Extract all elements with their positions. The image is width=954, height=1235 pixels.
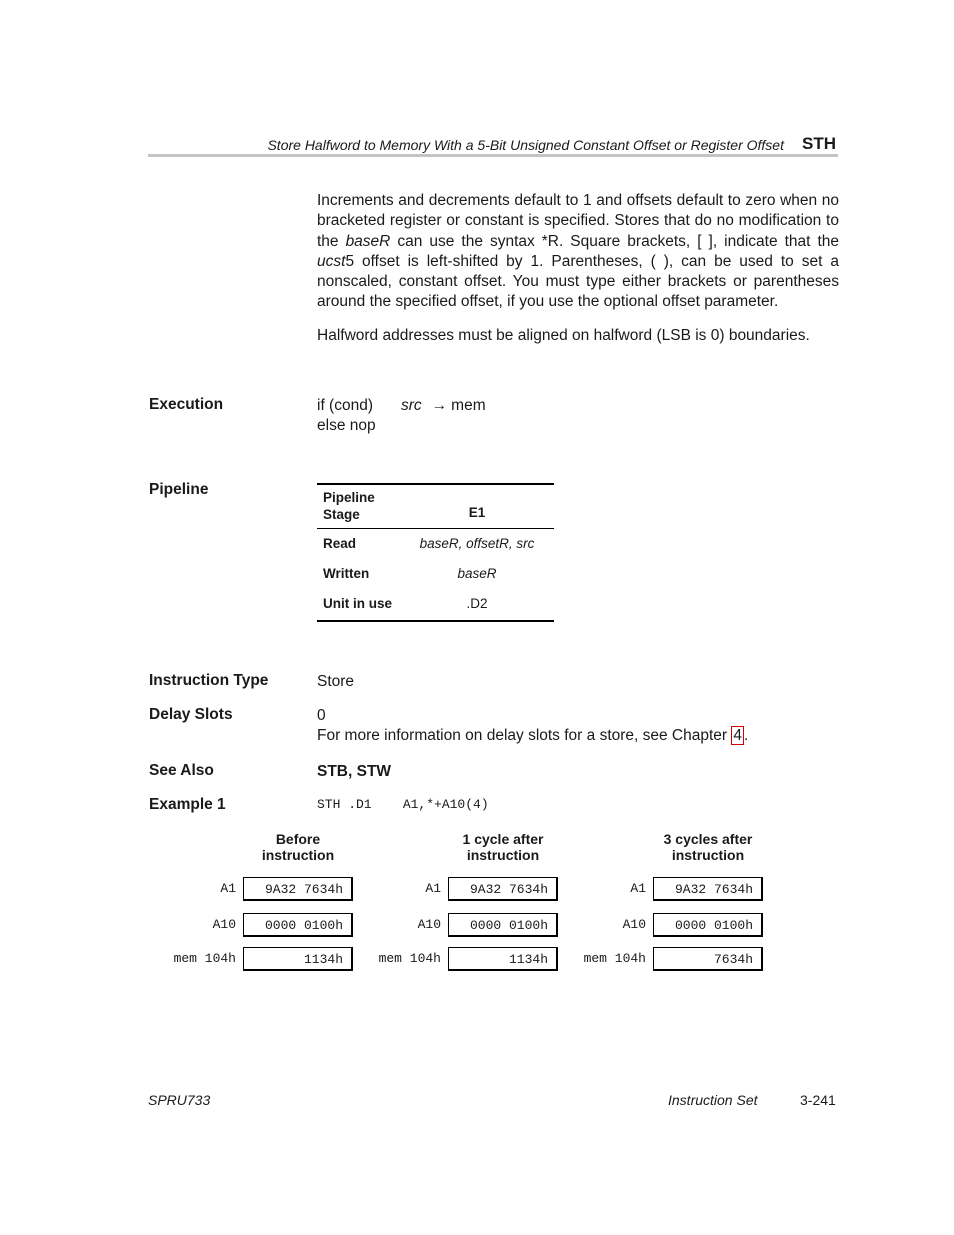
- register-label: A1: [425, 881, 441, 896]
- column-header-3-cycles: 3 cycles after instruction: [663, 831, 753, 863]
- chapter-link[interactable]: 4: [733, 727, 743, 744]
- pipeline-row-unit: [317, 591, 554, 620]
- pipeline-label: Pipeline: [149, 481, 209, 498]
- see-also-value: STB, STW: [317, 763, 392, 780]
- register-value-box: 1134h: [243, 947, 353, 971]
- instruction-mnemonic: STH: [802, 134, 836, 153]
- pipeline-table: [317, 483, 554, 622]
- example-label: Example 1: [149, 796, 226, 813]
- example-code: STH .D1 A1,*+A10(4): [317, 797, 489, 812]
- register-label: mem 104h: [378, 951, 441, 966]
- register-value-box: 9A32 7634h: [243, 877, 353, 901]
- pipeline-table-header: [317, 485, 554, 529]
- column-header-1-cycle: 1 cycle after instruction: [462, 831, 544, 863]
- delay-slots-label: Delay Slots: [149, 706, 233, 723]
- instruction-type-value: Store: [317, 673, 355, 690]
- execution-line-1: if (cond) src → mem: [317, 397, 486, 414]
- pipeline-stage-cell: Unit in use: [323, 596, 393, 611]
- register-label: A10: [622, 917, 646, 932]
- header-rule: [148, 154, 838, 157]
- register-value-box: 9A32 7634h: [653, 877, 763, 901]
- footer-section: Instruction Set: [668, 1092, 758, 1108]
- pipeline-stage-cell: Written: [323, 566, 370, 581]
- pipeline-value-cell: baseR: [457, 566, 497, 581]
- register-label: mem 104h: [173, 951, 236, 966]
- delay-slots-note: For more information on delay slots for a store, see Chapter 4 .: [317, 727, 749, 744]
- register-value-box: 0000 0100h: [653, 913, 763, 937]
- register-label: mem 104h: [583, 951, 646, 966]
- register-value-box: 9A32 7634h: [448, 877, 558, 901]
- pipeline-stage-cell: Read: [323, 536, 357, 551]
- register-value-box: 0000 0100h: [448, 913, 558, 937]
- description-paragraph-2: Halfword addresses must be aligned on halfword (LSB is 0) boundaries.: [317, 327, 810, 344]
- register-label: A1: [630, 881, 646, 896]
- register-label: A10: [212, 917, 236, 932]
- instruction-type-label: Instruction Type: [149, 672, 269, 689]
- footer-page-number: 3-241: [800, 1092, 836, 1108]
- delay-slots-value: 0: [317, 707, 326, 724]
- execution-line-2: else nop: [317, 417, 376, 434]
- see-also-label: See Also: [149, 762, 214, 779]
- register-label: A1: [220, 881, 236, 896]
- pipeline-value-cell: baseR, offsetR, src: [419, 536, 535, 551]
- register-value-box: 1134h: [448, 947, 558, 971]
- running-header-title: Store Halfword to Memory With a 5-Bit Unsigned Constant Offset or Register Offset: [267, 137, 784, 153]
- footer-doc-id: SPRU733: [148, 1092, 211, 1108]
- register-value-box: 0000 0100h: [243, 913, 353, 937]
- description-paragraph-1: Increments and decrements default to 1 and offsets default to zero when no bracketed register or constant is specified. Stores that do no modification to the baseR can use the syntax *R. Square brackets, [ ], indicate that the ucst5 offset is left-shifted by 1. Parentheses, ( ), can be used to set a nonscaled, constant offset. You must type either brackets or parentheses around the specified offset, if you use the optional offset parameter.: [317, 192, 839, 311]
- pipeline-e1-header: E1: [468, 505, 486, 520]
- pipeline-stage-header: Pipeline Stage: [323, 490, 375, 522]
- execution-label: Execution: [149, 396, 224, 413]
- column-header-before: Before instruction: [261, 831, 335, 863]
- pipeline-value-cell: .D2: [466, 596, 488, 611]
- register-value-box: 7634h: [653, 947, 763, 971]
- register-label: A10: [417, 917, 441, 932]
- pipeline-row-read: [317, 531, 554, 561]
- pipeline-row-written: [317, 561, 554, 591]
